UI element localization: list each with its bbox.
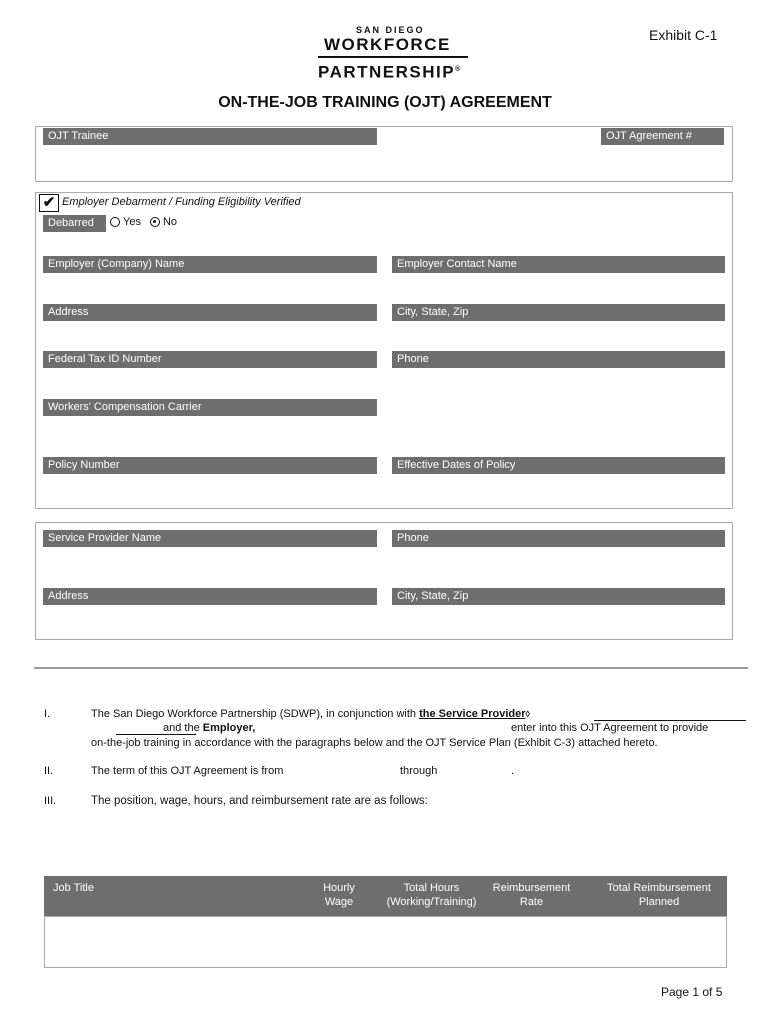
provider-phone-label: Phone xyxy=(392,530,725,547)
debarred-yes-label: Yes xyxy=(123,216,141,228)
service-provider-blank[interactable] xyxy=(594,720,746,721)
company-name-label: Employer (Company) Name xyxy=(43,256,377,273)
provider-address-label: Address xyxy=(43,588,377,605)
debarred-label: Debarred xyxy=(43,215,106,232)
page-title: ON-THE-JOB TRAINING (OJT) AGREEMENT xyxy=(218,94,552,111)
col-job-title: Job Title xyxy=(53,882,94,894)
position-table-header xyxy=(44,876,727,916)
contact-name-label: Employer Contact Name xyxy=(392,256,725,273)
verified-checkbox[interactable]: ✔ xyxy=(39,194,59,212)
col-total-reimbursement: Total Reimbursement Planned xyxy=(607,882,711,908)
paragraph-1-line-2: and the Employer, xyxy=(163,722,256,734)
employer-phone-label: Phone xyxy=(392,351,725,368)
exhibit-label: Exhibit C-1 xyxy=(649,27,718,43)
verified-label: Employer Debarment / Funding Eligibility Verified xyxy=(62,196,301,208)
position-table-row[interactable] xyxy=(44,916,727,968)
col-total-hours: Total Hours (Working/Training) xyxy=(386,882,477,908)
employer-city-label: City, State, Zip xyxy=(392,304,725,321)
field-marker-icon: ◊ xyxy=(525,709,530,719)
paragraph-1-line-1: The San Diego Workforce Partnership (SDWP), in conjunction with the Service Provider◊ xyxy=(91,708,530,720)
tax-id-label: Federal Tax ID Number xyxy=(43,351,377,368)
effective-dates-label: Effective Dates of Policy xyxy=(392,457,725,474)
logo-bottom-text: PARTNERSHIP® xyxy=(318,62,462,82)
paragraph-2-through: through xyxy=(400,765,438,777)
paragraph-1-line-3: on-the-job training in accordance with the paragraphs below and the OJT Service Plan (Exhibit C-3) attached hereto. xyxy=(91,737,658,749)
logo-divider xyxy=(318,56,468,58)
service-provider-blank-2[interactable] xyxy=(116,734,196,735)
debarred-no-label: No xyxy=(162,216,178,228)
provider-city-label: City, State, Zip xyxy=(392,588,725,605)
paragraph-1-number: I. xyxy=(44,708,51,720)
paragraph-2-number: II. xyxy=(44,765,54,777)
logo-top-text: SAN DIEGO xyxy=(356,25,425,35)
debarred-no-radio[interactable] xyxy=(150,217,160,227)
debarred-radio-group xyxy=(110,216,177,228)
policy-number-label: Policy Number xyxy=(43,457,377,474)
section-divider xyxy=(34,667,748,669)
paragraph-2-end: . xyxy=(511,765,515,777)
agreement-number-label: OJT Agreement # xyxy=(601,128,724,145)
page-number: Page 1 of 5 xyxy=(661,985,723,999)
col-reimbursement-rate: Reimbursement Rate xyxy=(492,882,571,908)
col-hourly-wage: Hourly Wage xyxy=(323,882,355,908)
trainee-field-label: OJT Trainee xyxy=(43,128,377,145)
paragraph-3-text: The position, wage, hours, and reimbursement rate are as follows: xyxy=(91,795,428,807)
service-provider-link: the Service Provider xyxy=(419,708,526,720)
paragraph-2-text: The term of this OJT Agreement is from xyxy=(91,765,284,777)
logo-middle-text: WORKFORCE xyxy=(324,35,451,54)
employer-address-label: Address xyxy=(43,304,377,321)
employer-term: Employer, xyxy=(202,722,256,734)
debarred-yes-radio[interactable] xyxy=(110,217,120,227)
paragraph-1-line-2-end: enter into this OJT Agreement to provide xyxy=(511,722,709,734)
workers-comp-label: Workers' Compensation Carrier xyxy=(43,399,377,416)
provider-name-label: Service Provider Name xyxy=(43,530,377,547)
paragraph-3-number: III. xyxy=(44,795,57,807)
